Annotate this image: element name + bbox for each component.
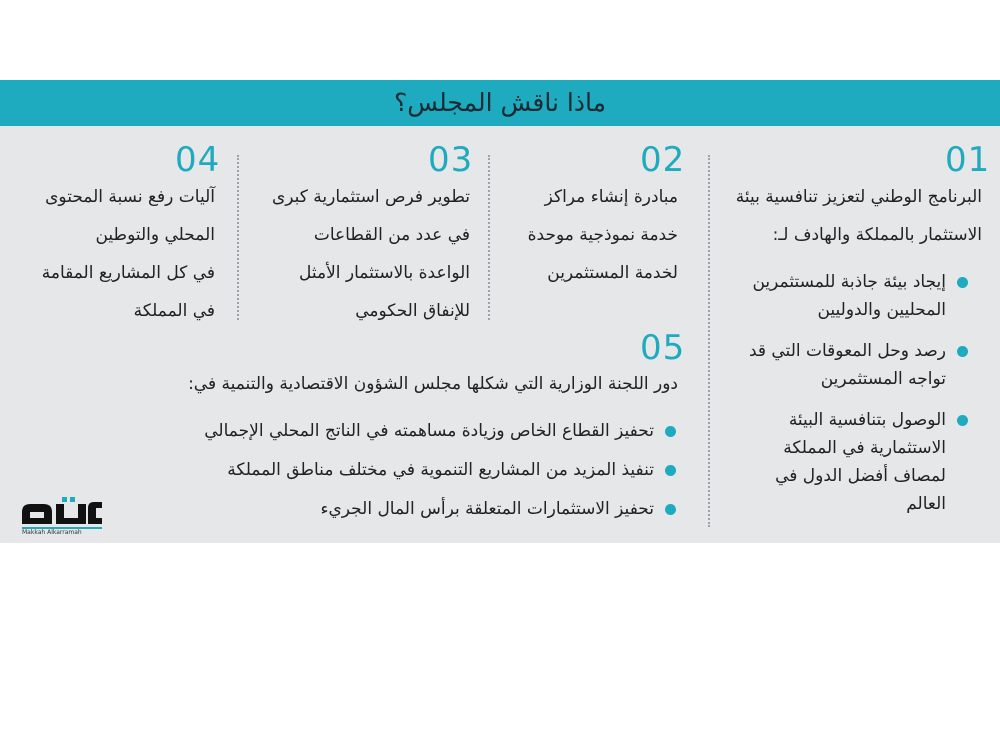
bullet-dot-icon [957, 277, 968, 288]
bullet-item [138, 490, 678, 529]
text-line: المحليين والدوليين [817, 300, 946, 320]
text-line: في عدد من القطاعات [313, 225, 470, 245]
text-line: آليات رفع نسبة المحتوى [45, 187, 215, 207]
column-divider [237, 155, 239, 320]
text-line: تنفيذ المزيد من المشاريع التنموية في مختلف مناطق المملكة [227, 460, 654, 480]
text-line: لخدمة المستثمرين [547, 263, 678, 283]
text-line: للإنفاق الحكومي [355, 301, 470, 321]
text-line: إيجاد بيئة جاذبة للمستثمرين [752, 272, 946, 292]
text-line: الواعدة بالاستثمار الأمثل [298, 263, 470, 283]
text-line: المحلي والتوطين [95, 225, 215, 245]
text-line: تطوير فرص استثمارية كبرى [271, 187, 470, 207]
text-line: مبادرة إنشاء مراكز [544, 187, 678, 207]
text-line: البرنامج الوطني لتعزيز تنافسية بيئة [735, 187, 982, 207]
makkah-logo [18, 494, 106, 538]
item-04-text [15, 178, 215, 330]
item-number-01: 01 [945, 140, 991, 180]
text-line: العالم [906, 494, 946, 514]
text-line: تحفيز القطاع الخاص وزيادة مساهمته في الناتج المحلي الإجمالي [204, 421, 654, 441]
item-number-03: 03 [428, 140, 474, 180]
item-03-text [245, 178, 470, 330]
text-line: في كل المشاريع المقامة [41, 263, 215, 283]
item-05-bullets [138, 412, 678, 529]
page-title: ماذا ناقش المجلس؟ [0, 80, 1000, 126]
text-line: في المملكة [133, 301, 215, 321]
column-divider [488, 155, 490, 320]
bullet-item [138, 451, 678, 490]
bullet-item [700, 268, 970, 324]
item-number-05: 05 [640, 328, 686, 368]
text-line: رصد وحل المعوقات التي قد [748, 341, 946, 361]
bullet-item [700, 406, 970, 518]
bullet-item [138, 412, 678, 451]
logo-subtitle: Makkah Alkarramah [22, 529, 82, 536]
bullet-dot-icon [665, 504, 676, 515]
text-line: لمصاف أفضل الدول في [775, 466, 946, 486]
bullet-dot-icon [957, 346, 968, 357]
item-05-intro: دور اللجنة الوزارية التي شكلها مجلس الشؤون الاقتصادية والتنمية في: [188, 374, 678, 394]
item-01-bullets [700, 268, 970, 518]
item-number-04: 04 [175, 140, 221, 180]
text-line: تحفيز الاستثمارات المتعلقة برأس المال الجريء [320, 499, 654, 519]
item-number-02: 02 [640, 140, 686, 180]
bullet-dot-icon [665, 465, 676, 476]
bullet-item [700, 337, 970, 393]
bullet-dot-icon [665, 426, 676, 437]
item-02-text [508, 178, 678, 292]
bullet-dot-icon [957, 415, 968, 426]
text-line: الوصول بتنافسية البيئة [788, 410, 946, 430]
text-line: خدمة نموذجية موحدة [527, 225, 678, 245]
text-line: الاستثمارية في المملكة [783, 438, 946, 458]
item-01-text [692, 178, 982, 254]
text-line: الاستثمار بالمملكة والهادف لـ: [772, 225, 982, 245]
text-line: تواجه المستثمرين [820, 369, 946, 389]
